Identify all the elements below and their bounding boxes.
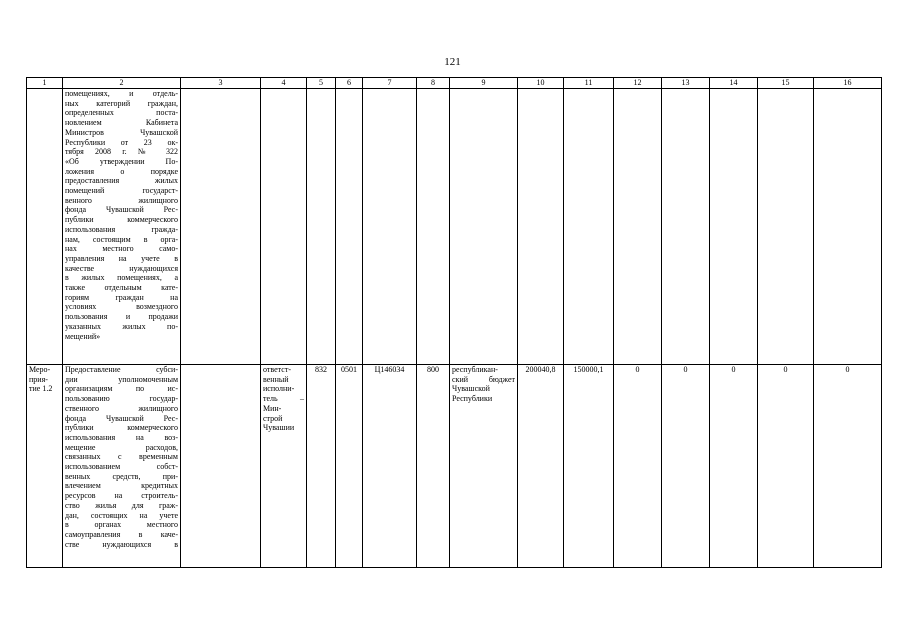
column-number: 10: [518, 78, 564, 89]
text-line: Предоставление субси-: [65, 365, 178, 374]
cell-col16: 0: [814, 365, 882, 568]
text-line: помещений государст-: [65, 186, 178, 196]
text-line: дии уполномоченным: [65, 374, 178, 384]
cell-executor: [261, 89, 307, 365]
text-line: гориям граждан на: [65, 292, 178, 302]
cell-col11: 150000,1: [564, 365, 614, 568]
text-line: использованием собст-: [65, 462, 178, 472]
table-row: [27, 365, 882, 568]
text-line: венных средств, при-: [65, 471, 178, 481]
column-number: 15: [758, 78, 814, 89]
text-line: дан, состоящих на учете: [65, 510, 178, 520]
text-line: Меро-: [29, 365, 51, 374]
text-line: предоставления жилых: [65, 176, 178, 186]
text-line: Республики: [452, 394, 493, 404]
text-line: тель –: [263, 394, 304, 404]
text-line: ство жилья для граж-: [65, 500, 178, 510]
text-line: мещений»: [65, 331, 101, 341]
cell-col16: [814, 89, 882, 365]
cell-col5: 832: [307, 365, 336, 568]
cell-funding-source: [450, 365, 518, 568]
text-line: Чувашской: [452, 384, 490, 394]
text-line: определенных поста-: [65, 108, 178, 118]
column-number: 4: [261, 78, 307, 89]
text-line: Республики от 23 ок-: [65, 137, 178, 147]
cell-col11: [564, 89, 614, 365]
cell-event-number: [27, 89, 63, 365]
text-line: исполни-: [263, 384, 295, 394]
cell-col6: 0501: [336, 365, 363, 568]
page-number: 121: [444, 56, 461, 68]
cell-col8: [417, 89, 450, 365]
text-line: в органах местного: [65, 520, 178, 530]
text-line: пользования и продажи: [65, 312, 178, 322]
text-line: ложения о порядке: [65, 166, 178, 176]
cell-col12: [614, 89, 662, 365]
text-line: Министров Чувашской: [65, 127, 178, 137]
text-line: публики коммерческого: [65, 423, 178, 433]
column-number: 8: [417, 78, 450, 89]
column-number: 11: [564, 78, 614, 89]
cell-col3: [181, 365, 261, 568]
cell-col3: [181, 89, 261, 365]
cell-funding-source: [450, 89, 518, 365]
cell-col12: 0: [614, 365, 662, 568]
cell-col14: [710, 89, 758, 365]
text-line: венный: [263, 374, 289, 384]
text-line: венного жилищного: [65, 195, 178, 205]
text-line: Мин-: [263, 403, 282, 413]
cell-col15: 0: [758, 365, 814, 568]
column-number: 7: [363, 78, 417, 89]
cell-description: [63, 365, 181, 568]
column-number-row: [27, 78, 882, 89]
text-line: стве нуждающихся в: [65, 539, 178, 549]
column-number: 9: [450, 78, 518, 89]
cell-col8: 800: [417, 365, 450, 568]
text-line: связанных с временным: [65, 452, 178, 462]
column-number: 2: [63, 78, 181, 89]
text-line: пользованию государ-: [65, 394, 178, 404]
cell-event-number: [27, 365, 63, 568]
cell-col6: [336, 89, 363, 365]
text-line: указанных жилых по-: [65, 321, 178, 331]
text-line: ресурсов на строитель-: [65, 491, 178, 501]
text-line: ных категорий граждан,: [65, 98, 178, 108]
cell-col13: 0: [662, 365, 710, 568]
column-number: 12: [614, 78, 662, 89]
text-line: мещение расходов,: [65, 442, 178, 452]
text-line: качестве нуждающихся: [65, 263, 178, 273]
column-number: 3: [181, 78, 261, 89]
cell-col7: Ц146034: [363, 365, 417, 568]
table-row: [27, 89, 882, 365]
text-line: самоуправления в каче-: [65, 529, 178, 539]
cell-col7: [363, 89, 417, 365]
text-line: «Об утверждении По-: [65, 156, 178, 166]
text-line: нах местного само-: [65, 244, 178, 254]
text-line: фонда Чувашской Рес-: [65, 205, 178, 215]
text-line: прия-: [29, 374, 48, 384]
cell-col5: [307, 89, 336, 365]
text-line: в жилых помещениях, а: [65, 273, 178, 283]
text-line: организациям по ис-: [65, 384, 178, 394]
column-number: 13: [662, 78, 710, 89]
text-line: республикан-: [452, 365, 498, 374]
text-line: Чувашии: [263, 423, 295, 433]
cell-col10: [518, 89, 564, 365]
text-line: использования на воз-: [65, 432, 178, 442]
cell-executor: [261, 365, 307, 568]
cell-description: [63, 89, 181, 365]
text-line: помещениях, и отдель-: [65, 89, 178, 98]
text-line: тября 2008 г. № 322: [65, 147, 178, 157]
text-line: строй: [263, 413, 283, 423]
cell-col13: [662, 89, 710, 365]
program-table: [26, 77, 882, 568]
text-line: новлением Кабинета: [65, 118, 178, 128]
text-line: публики коммерческого: [65, 215, 178, 225]
text-line: ответст-: [263, 365, 291, 374]
column-number: 16: [814, 78, 882, 89]
text-line: также отдельным кате-: [65, 283, 178, 293]
column-number: 5: [307, 78, 336, 89]
text-line: влечением кредитных: [65, 481, 178, 491]
cell-col10: 200040,8: [518, 365, 564, 568]
text-line: условиях возмездного: [65, 302, 178, 312]
text-line: нам, состоящим в орга-: [65, 234, 178, 244]
text-line: фонда Чувашской Рес-: [65, 413, 178, 423]
text-line: тие 1.2: [29, 384, 53, 394]
column-number: 1: [27, 78, 63, 89]
text-line: управления на учете в: [65, 253, 178, 263]
cell-col14: 0: [710, 365, 758, 568]
text-line: ский бюджет: [452, 374, 515, 384]
column-number: 6: [336, 78, 363, 89]
cell-col15: [758, 89, 814, 365]
text-line: использования гражда-: [65, 224, 178, 234]
text-line: ственного жилищного: [65, 403, 178, 413]
column-number: 14: [710, 78, 758, 89]
